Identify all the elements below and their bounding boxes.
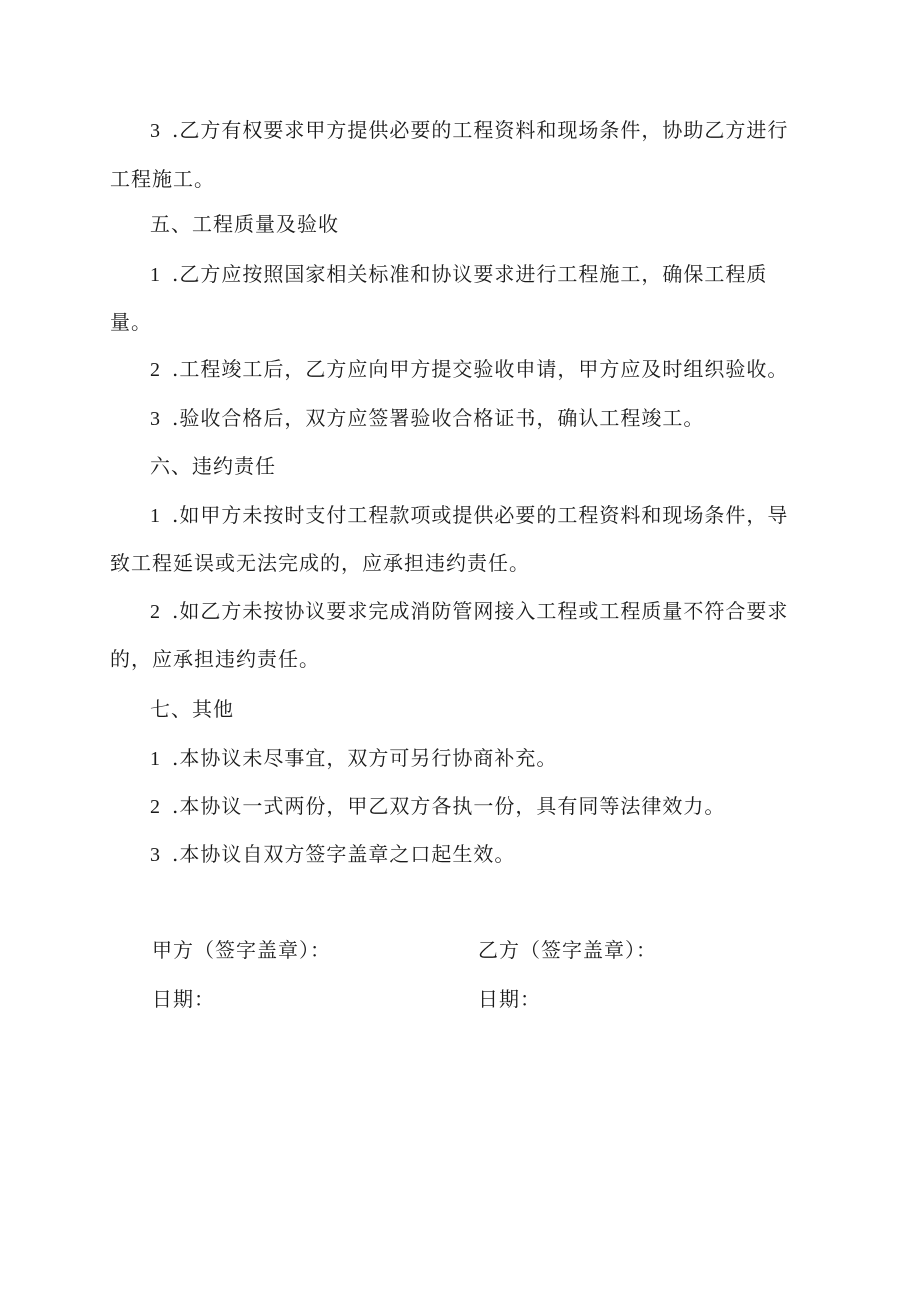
clause-number: 1 [150,264,161,286]
clause-number: 3 [150,408,161,430]
clause-4-3-continuation: 工程施工。 [110,167,215,191]
party-b-signature-label: 乙方（签字盖章）： [478,938,657,962]
party-b-date-label: 日期： [478,987,541,1011]
clause-5-2 [150,357,788,382]
clause-5-1-continuation: 量。 [110,310,152,334]
clause-number: 1 [150,505,161,527]
section-6-heading: 六、违约责任 [150,454,276,478]
clause-4-3 [150,118,788,143]
clause-6-2-continuation: 的，应承担违约责任。 [110,647,320,671]
clause-number: 3 [150,120,161,142]
clause-7-3 [150,842,515,867]
clause-6-2 [150,599,788,624]
clause-5-3 [150,406,704,431]
section-7-heading: 七、其他 [150,697,234,721]
clause-text: .乙方有权要求甲方提供必要的工程资料和现场条件，协助乙方进行 [172,118,789,142]
clause-number: 3 [150,844,161,866]
clause-7-2 [150,794,725,819]
clause-6-1-continuation: 致工程延误或无法完成的，应承担违约责任。 [110,551,530,575]
clause-text: .本协议自双方签字盖章之口起生效。 [172,842,516,866]
clause-text: .如甲方未按时支付工程款项或提供必要的工程资料和现场条件，导 [172,503,789,527]
clause-7-1 [150,746,557,771]
clause-text: .如乙方未按协议要求完成消防管网接入工程或工程质量不符合要求 [172,599,789,623]
clause-6-1 [150,503,788,528]
clause-text: .工程竣工后，乙方应向甲方提交验收申请，甲方应及时组织验收。 [172,357,789,381]
section-5-heading: 五、工程质量及验收 [150,212,339,236]
clause-5-1 [150,262,767,287]
clause-number: 2 [150,359,161,381]
clause-number: 1 [150,748,161,770]
clause-text: .验收合格后，双方应签署验收合格证书，确认工程竣工。 [172,406,705,430]
clause-number: 2 [150,796,161,818]
party-a-date-label: 日期： [152,987,215,1011]
clause-text: .乙方应按照国家相关标准和协议要求进行工程施工，确保工程质 [172,262,768,286]
clause-text: .本协议未尽事宜，双方可另行协商补充。 [172,746,558,770]
clause-text: .本协议一式两份，甲乙双方各执一份，具有同等法律效力。 [172,794,726,818]
clause-number: 2 [150,601,161,623]
party-a-signature-label: 甲方（签字盖章）： [152,938,331,962]
